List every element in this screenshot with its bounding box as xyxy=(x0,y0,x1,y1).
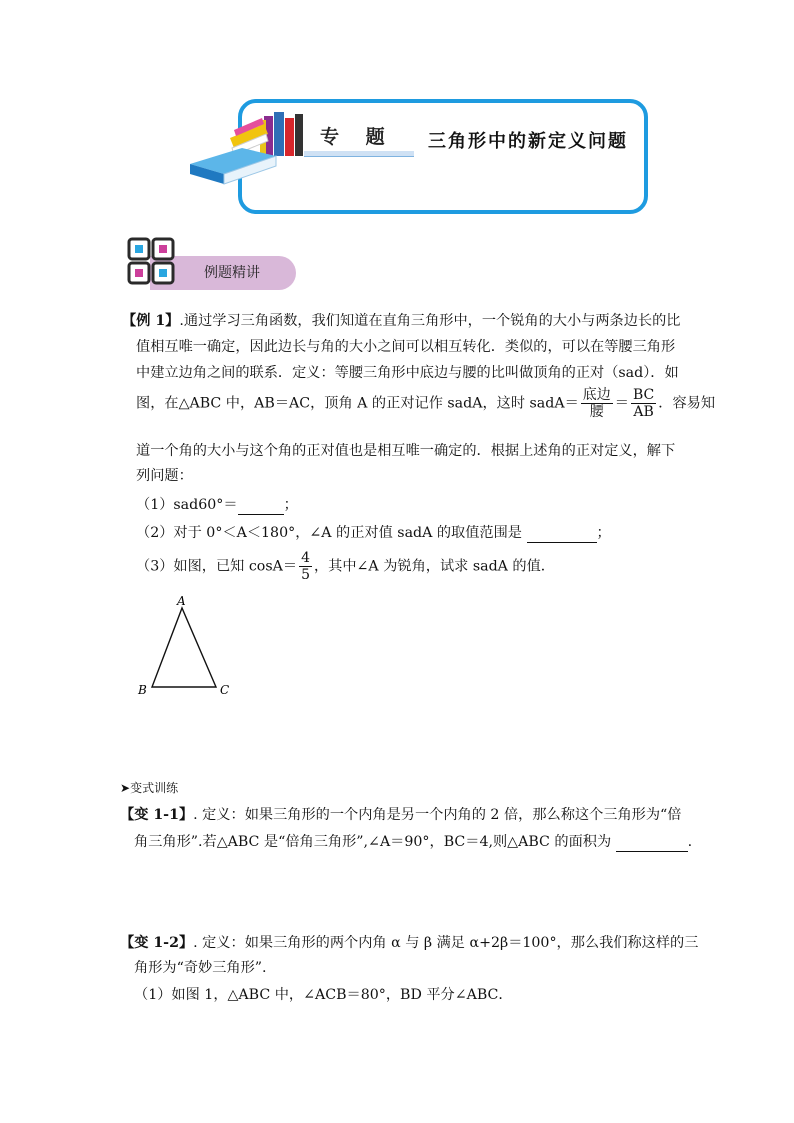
vertex-label-a: A xyxy=(177,594,186,608)
vertex-label-b: B xyxy=(138,683,147,697)
answer-blank-v11 xyxy=(616,851,688,852)
example1-line4: 图，在△ABC 中，AB＝AC，顶角 A 的正对记作 sadA，这时 sadA＝ $\frac{\text{底边}}{\text{腰}}$ ＝ $\frac{BC}{AB}$ ．容易知 xyxy=(136,387,716,420)
page-title: 三角形中的新定义问题 xyxy=(428,131,628,152)
example1-tag: 【例 1】 xyxy=(122,313,180,329)
answer-blank-2 xyxy=(527,542,597,543)
variant-1-2-line2: 角形为“奇妙三角形”. xyxy=(134,960,267,976)
example1-line5: 道一个角的大小与这个角的正对值也是相互唯一确定的．根据上述角的正对定义，解下 xyxy=(136,443,676,459)
practice-heading: ➤变式训练 xyxy=(120,781,179,795)
answer-blank-1 xyxy=(238,514,284,515)
question-2: （2）对于 0°＜A＜180°，∠A 的正对值 sadA 的取值范围是 ； xyxy=(136,525,611,541)
vertex-label-c: C xyxy=(220,683,230,697)
variant-1-2-tag: 【变 1-2】 xyxy=(120,935,194,951)
header-label: 专 题 xyxy=(320,126,395,148)
variant-1-1-line2: 角三角形”.若△ABC 是“倍角三角形”,∠A＝90°，BC＝4,则△ABC 的面积为 . xyxy=(134,834,693,850)
variant-1-2-question-1: （1）如图 1，△ABC 中，∠ACB＝80°，BD 平分∠ABC． xyxy=(134,987,513,1003)
fraction-four-fifths: $\frac{4}{5}$ xyxy=(301,550,310,583)
section-label: 例题精讲 xyxy=(204,265,260,281)
triangle-abc-figure xyxy=(130,592,240,700)
header-rule xyxy=(304,151,414,157)
fraction-bc-over-ab: $\frac{BC}{AB}$ xyxy=(632,387,655,420)
example1-body xyxy=(136,337,675,357)
books-icon xyxy=(186,108,316,190)
variant-1-1-line1: 【变 1-1】. 定义：如果三角形的一个内角是另一个内角的 2 倍，那么称这个三角形为“倍 xyxy=(120,807,682,823)
example1-line2: 值相互唯一确定，因此边长与角的大小之间可以相互转化．类似的，可以在等腰三角形 xyxy=(136,339,676,355)
example1-line3: 中建立边角之间的联系．定义：等腰三角形中底边与腰的比叫做顶角的正对（sad）．如 xyxy=(136,365,679,381)
question-1: （1）sad60°＝ ； xyxy=(136,497,298,513)
example1-line6: 列问题： xyxy=(136,468,193,484)
example1-block xyxy=(122,311,680,331)
example1-line1: 【例 1】.通过学习三角函数，我们知道在直角三角形中，一个锐角的大小与两条边长的比 xyxy=(122,313,681,329)
arrow-bullet-icon: ➤ xyxy=(120,781,131,795)
variant-1-1-tag: 【变 1-1】 xyxy=(120,807,194,823)
grid-squares-icon xyxy=(126,236,178,288)
fraction-base-over-leg: $\frac{\text{底边}}{\text{腰}}$ xyxy=(582,387,611,420)
variant-1-2-line1: 【变 1-2】. 定义：如果三角形的两个内角 α 与 β 满足 α+2β＝100°，那么我们称这样的三 xyxy=(120,935,699,951)
question-3: （3）如图，已知 cosA＝ $\frac{4}{5}$ ，其中∠A 为锐角，试求 sadA 的值． xyxy=(136,550,555,583)
